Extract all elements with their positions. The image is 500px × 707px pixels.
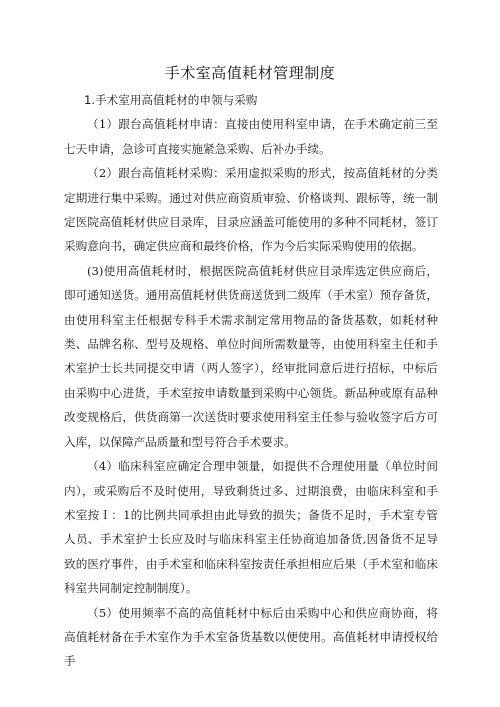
paragraph-1: （1）跟台高值耗材申请：直接由使用科室申请，在手术确定前三至七天申请，急诊可直接实施紧急采购、后补办手续。 [64, 117, 438, 156]
section-heading: 1.手术室用高值耗材的申领与采购 [84, 93, 258, 107]
document-body [64, 88, 438, 674]
paragraph-4: （4）临床科室应确定合理申领量，如提供不合理使用量（单位时间内），或采购后不及时使用，导致剩货过多、过期浪费，由临床科室和手术室按Ｉ：1的比例共同承担由此导致的损失；备货不足时，手术室专管人员、手术室护士长应及时与临床科室主任协商追加备货,因备货不足导致的医疗事件，由手术室和临床科室按责任承担相应后果（手术室和临床科室共同制定控制制度）。 [64, 459, 438, 596]
paragraph-5: （5）使用频率不高的高值耗材中标后由采购中心和供应商协商，将高值耗材备在手术室作为手术室备货基数以便使用。高值耗材申请授权给手 [64, 605, 438, 669]
paragraph-3: (3)使用高值耗材时，根据医院高值耗材供应目录库选定供应商后，即可通知送货。通用高值耗材供货商送货到二级库（手术室）预存备货，由使用科室主任根据专科手术需求制定常用物品的备货基数，如耗材种类、品牌名称、型号及规格、单位时间所需数量等，由使用科室主任和手术室护士长共同提交申请（两人签字），经审批同意后进行招标，中标后由采购中心进货，手术室按申请数量到采购中心领货。新品种或原有品种改变规格后，供货商第一次送货时要求使用科室主任参与验收签字后方可入库，以保障产品质量和型号符合手术要求。 [64, 263, 438, 449]
paragraph-2: （2）跟台高值耗材采购：采用虚拟采购的形式，按高值耗材的分类定期进行集中采购。通过对供应商资质审验、价格谈判、跟标等，统一制定医院高值耗材供应目录库，目录应涵盖可能使用的多种不同耗材，签订采购意向书，确定供应商和最终价格，作为今后实际采购使用的依据。 [64, 166, 438, 254]
document-title: 手术室高值耗材管理制度 [164, 64, 336, 82]
